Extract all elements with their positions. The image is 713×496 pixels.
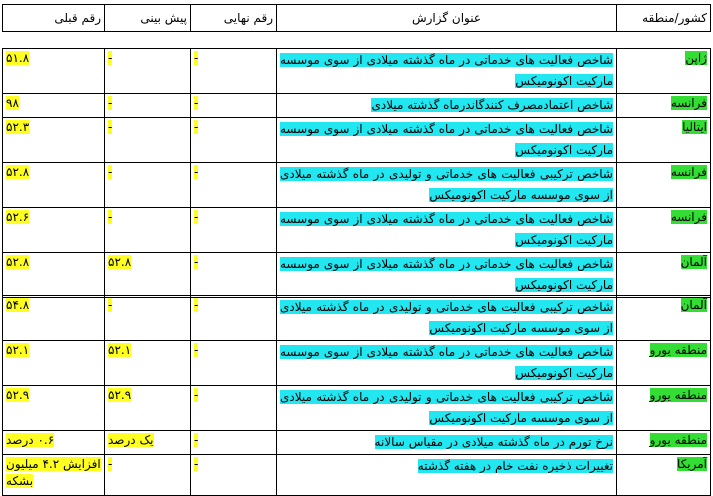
final-value: - <box>194 343 199 357</box>
table-row <box>3 118 711 163</box>
header-final: رقم نهایی <box>191 5 277 32</box>
previous-value: ۵۲.۳ <box>6 120 30 134</box>
final-value: - <box>194 96 199 110</box>
report-title-cell: شاخص ترکیبی فعالیت های خدماتی و تولیدی در ماه گذشته میلادی از سوی موسسه مارکیت اکونومیکس <box>280 390 613 425</box>
header-previous: رقم قبلی <box>3 5 105 32</box>
final-value: - <box>194 433 199 447</box>
report-title-cell: شاخص فعالیت های خدماتی در ماه گذشته میلادی از سوی موسسه مارکیت اکونومیکس <box>280 53 613 88</box>
report-title-cell: شاخص فعالیت های خدماتی در ماه گذشته میلادی از سوی موسسه مارکیت اکونومیکس <box>280 257 613 292</box>
country-cell: ایتالیا <box>682 120 707 134</box>
forecast-value: - <box>108 165 113 179</box>
report-title-cell: شاخص ترکیبی فعالیت های خدماتی و تولیدی در ماه گذشته میلادی از سوی موسسه مارکیت اکونومیکس <box>280 167 613 202</box>
report-title-cell: شاخص اعتمادمصرف کنندگاندرماه گذشته میلادی <box>371 98 613 112</box>
country-cell: منطقه یورو <box>649 388 707 402</box>
final-value: - <box>194 255 199 269</box>
forecast-value: یک درصد <box>108 433 154 447</box>
header-table <box>2 4 711 32</box>
country-cell: آمریکا <box>676 457 707 471</box>
table-row <box>3 208 711 253</box>
report-title-cell: شاخص فعالیت های خدماتی در ماه گذشته میلادی از سوی موسسه مارکیت اکونومیکس <box>280 122 613 157</box>
previous-value: ۵۴.۸ <box>6 298 30 312</box>
report-table-2 <box>2 295 711 496</box>
table-row <box>3 296 711 341</box>
previous-value: ۵۲.۸ <box>6 255 30 269</box>
report-title-cell: شاخص فعالیت های خدماتی در ماه گذشته میلادی از سوی موسسه مارکیت اکونومیکس <box>280 212 613 247</box>
final-value: - <box>194 165 199 179</box>
forecast-value: - <box>108 457 113 471</box>
previous-value: ۵۱.۸ <box>6 51 30 65</box>
final-value: - <box>194 120 199 134</box>
previous-value: ۹۸ <box>6 96 19 110</box>
table-row <box>3 94 711 118</box>
final-value: - <box>194 51 199 65</box>
table-row <box>3 431 711 455</box>
previous-value: افزایش ۴.۲ میلیون بشکه <box>6 457 101 488</box>
country-cell: منطقه یورو <box>649 433 707 447</box>
forecast-value: ۵۲.۸ <box>108 255 132 269</box>
country-cell: فرانسه <box>670 210 707 224</box>
table-row <box>3 49 711 94</box>
previous-value: ۵۲.۹ <box>6 388 30 402</box>
country-cell: آلمان <box>680 255 707 269</box>
table-row <box>3 455 711 496</box>
country-cell: فرانسه <box>670 96 707 110</box>
previous-value: ۵۲.۶ <box>6 210 30 224</box>
forecast-value: - <box>108 51 113 65</box>
header-title: عنوان گزارش <box>277 5 617 32</box>
country-cell: منطقه یورو <box>649 343 707 357</box>
forecast-value: - <box>108 298 113 312</box>
country-cell: فرانسه <box>670 165 707 179</box>
table-row <box>3 163 711 208</box>
forecast-value: - <box>108 96 113 110</box>
country-cell: ژاپن <box>685 51 707 65</box>
previous-value: ۵۲.۸ <box>6 165 30 179</box>
country-cell: آلمان <box>680 298 707 312</box>
header-country: کشور/منطقه <box>617 5 711 32</box>
report-title-cell: شاخص فعالیت های خدماتی در ماه گذشته میلادی از سوی موسسه مارکیت اکونومیکس <box>280 345 613 380</box>
report-title-cell: تغییرات ذخیره نفت خام در هفته گذشته <box>417 459 613 473</box>
report-table-1 <box>2 48 711 298</box>
report-title-cell: شاخص ترکیبی فعالیت های خدماتی و تولیدی در ماه گذشته میلادی از سوی موسسه مارکیت اکونومیکس <box>280 300 613 335</box>
table-row <box>3 341 711 386</box>
forecast-value: - <box>108 210 113 224</box>
forecast-value: ۵۲.۱ <box>108 343 132 357</box>
table-row <box>3 386 711 431</box>
header-row <box>3 5 711 32</box>
forecast-value: - <box>108 120 113 134</box>
previous-value: ۰.۶ درصد <box>6 433 55 447</box>
forecast-value: ۵۲.۹ <box>108 388 132 402</box>
report-title-cell: نرخ تورم در ماه گذشته میلادی در مقیاس سالانه <box>374 435 613 449</box>
final-value: - <box>194 457 199 471</box>
header-forecast: پیش بینی <box>105 5 191 32</box>
final-value: - <box>194 210 199 224</box>
previous-value: ۵۲.۱ <box>6 343 30 357</box>
table-row <box>3 253 711 298</box>
final-value: - <box>194 298 199 312</box>
final-value: - <box>194 388 199 402</box>
